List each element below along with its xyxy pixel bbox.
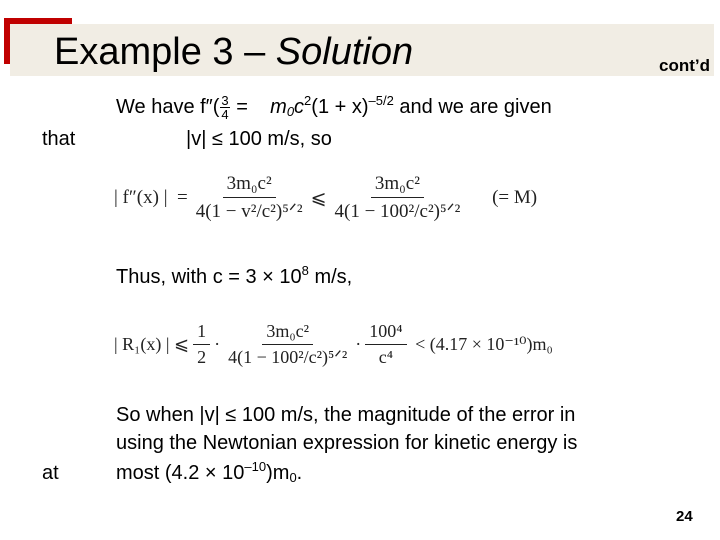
page-title: Example 3 – Solution bbox=[54, 31, 414, 73]
paragraph-2: Thus, with $c = 3 \times 10^8$ m/s, bbox=[116, 263, 353, 288]
paragraph-3-at: at bbox=[42, 462, 59, 484]
paragraph-1-line-2: |v| ≤ 100 m/s, so bbox=[186, 128, 332, 150]
paragraph-1-line-1: We have f″( $\frac{3}{4}$ = $m_0c^2(1 + x)^{-5/2}$ and we are given bbox=[116, 93, 552, 123]
paragraph-3-line-1: So when |v| ≤ 100 m/s, the magnitude of the error in bbox=[116, 404, 576, 426]
page-number: 24 bbox=[676, 508, 693, 525]
small-fraction: $\frac{3}{4}$ bbox=[221, 93, 229, 123]
equation-1: | f″(x) | = $\frac{\text{3m₀c²}}{\text{4(1 − v²/c²)⁵ᐟ²}}$ ⩽ $\frac{\text{3m₀c²}}{\text{4(1 − 100²/c²)⁵ᐟ²}}$ (= M) bbox=[114, 173, 538, 222]
paragraph-1-that: that bbox=[42, 128, 76, 150]
paragraph-3-line-3: most $(4.2 \times 10^{-10})m_0$. bbox=[116, 459, 303, 485]
continued-label: cont’d bbox=[659, 56, 710, 75]
paragraph-3-line-2: using the Newtonian expression for kinetic energy is bbox=[116, 432, 578, 454]
equation-2: | R₁(x) | ⩽ $\frac{1}{2}$ · $\frac{\text{3m₀c²}}{\text{4(1 − 100²/c²)⁵ᐟ²}}$ · $\frac{\text{100⁴}}{\text{c⁴}}$ < (4.17 × 10⁻¹⁰)m₀ bbox=[114, 320, 553, 367]
